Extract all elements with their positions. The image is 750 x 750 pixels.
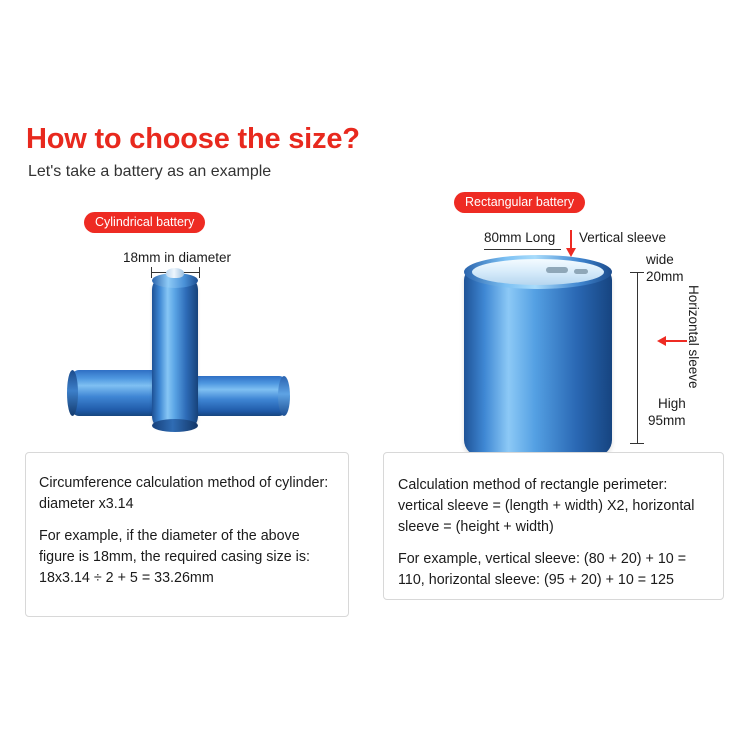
- cylinder-cap-right: [278, 376, 290, 416]
- rectangular-formula-line1: Calculation method of rectangle perimeter: vertical sleeve = (length + width) X2, horizontal sleeve = (height + width): [398, 477, 695, 535]
- cylinder-cell-vertical: [152, 280, 198, 426]
- rect-length-underline: [484, 249, 561, 250]
- page-title: How to choose the size?: [26, 123, 360, 155]
- vertical-sleeve-arrow-stem: [570, 230, 572, 250]
- vertical-sleeve-label: Vertical sleeve: [579, 230, 667, 245]
- rectangular-formula-line2: For example, vertical sleeve: (80 + 20) + 10 = 110, horizontal sleeve: (95 + 20) + 10 = 125: [398, 551, 687, 588]
- vertical-sleeve-arrow-head: [566, 248, 576, 257]
- page-subtitle: Let's take a battery as an example: [28, 163, 272, 180]
- rect-terminal-positive: [546, 267, 568, 273]
- rect-high-label: High: [658, 396, 686, 411]
- cylinder-bottom-face: [152, 419, 198, 432]
- horizontal-sleeve-arrow-stem: [665, 340, 687, 342]
- cylindrical-formula-panel: [25, 452, 349, 617]
- rect-high-value: 95mm: [648, 413, 686, 428]
- cylindrical-battery-illustration: [60, 248, 320, 448]
- rect-battery-body: [464, 268, 612, 456]
- cylinder-diameter-label: 18mm in diameter: [123, 250, 232, 265]
- horizontal-sleeve-label: Horizontal sleeve: [686, 285, 701, 389]
- rectangular-formula-panel: [383, 452, 724, 600]
- rect-height-tick-top: [630, 272, 644, 273]
- cylinder-cap-left: [67, 370, 78, 416]
- cylinder-positive-terminal: [166, 268, 184, 278]
- badge-rectangular-battery: Rectangular battery: [454, 192, 585, 213]
- rect-terminal-negative: [574, 269, 588, 274]
- cylindrical-formula-line1: Circumference calculation method of cylinder: diameter x3.14: [39, 475, 329, 512]
- rect-length-label: 80mm Long: [484, 230, 556, 245]
- rect-wide-label: wide: [646, 252, 674, 267]
- badge-cylindrical-battery: Cylindrical battery: [84, 212, 205, 233]
- rect-wide-value: 20mm: [646, 269, 684, 284]
- rect-height-tick-bottom: [630, 443, 644, 444]
- rect-height-dimension-line: [637, 272, 638, 444]
- horizontal-sleeve-arrow-head: [657, 336, 666, 346]
- cylindrical-formula-line2: For example, if the diameter of the above figure is 18mm, the required casing size is: 18x3.14 ÷ 2 + 5 = 33.26mm: [39, 528, 310, 586]
